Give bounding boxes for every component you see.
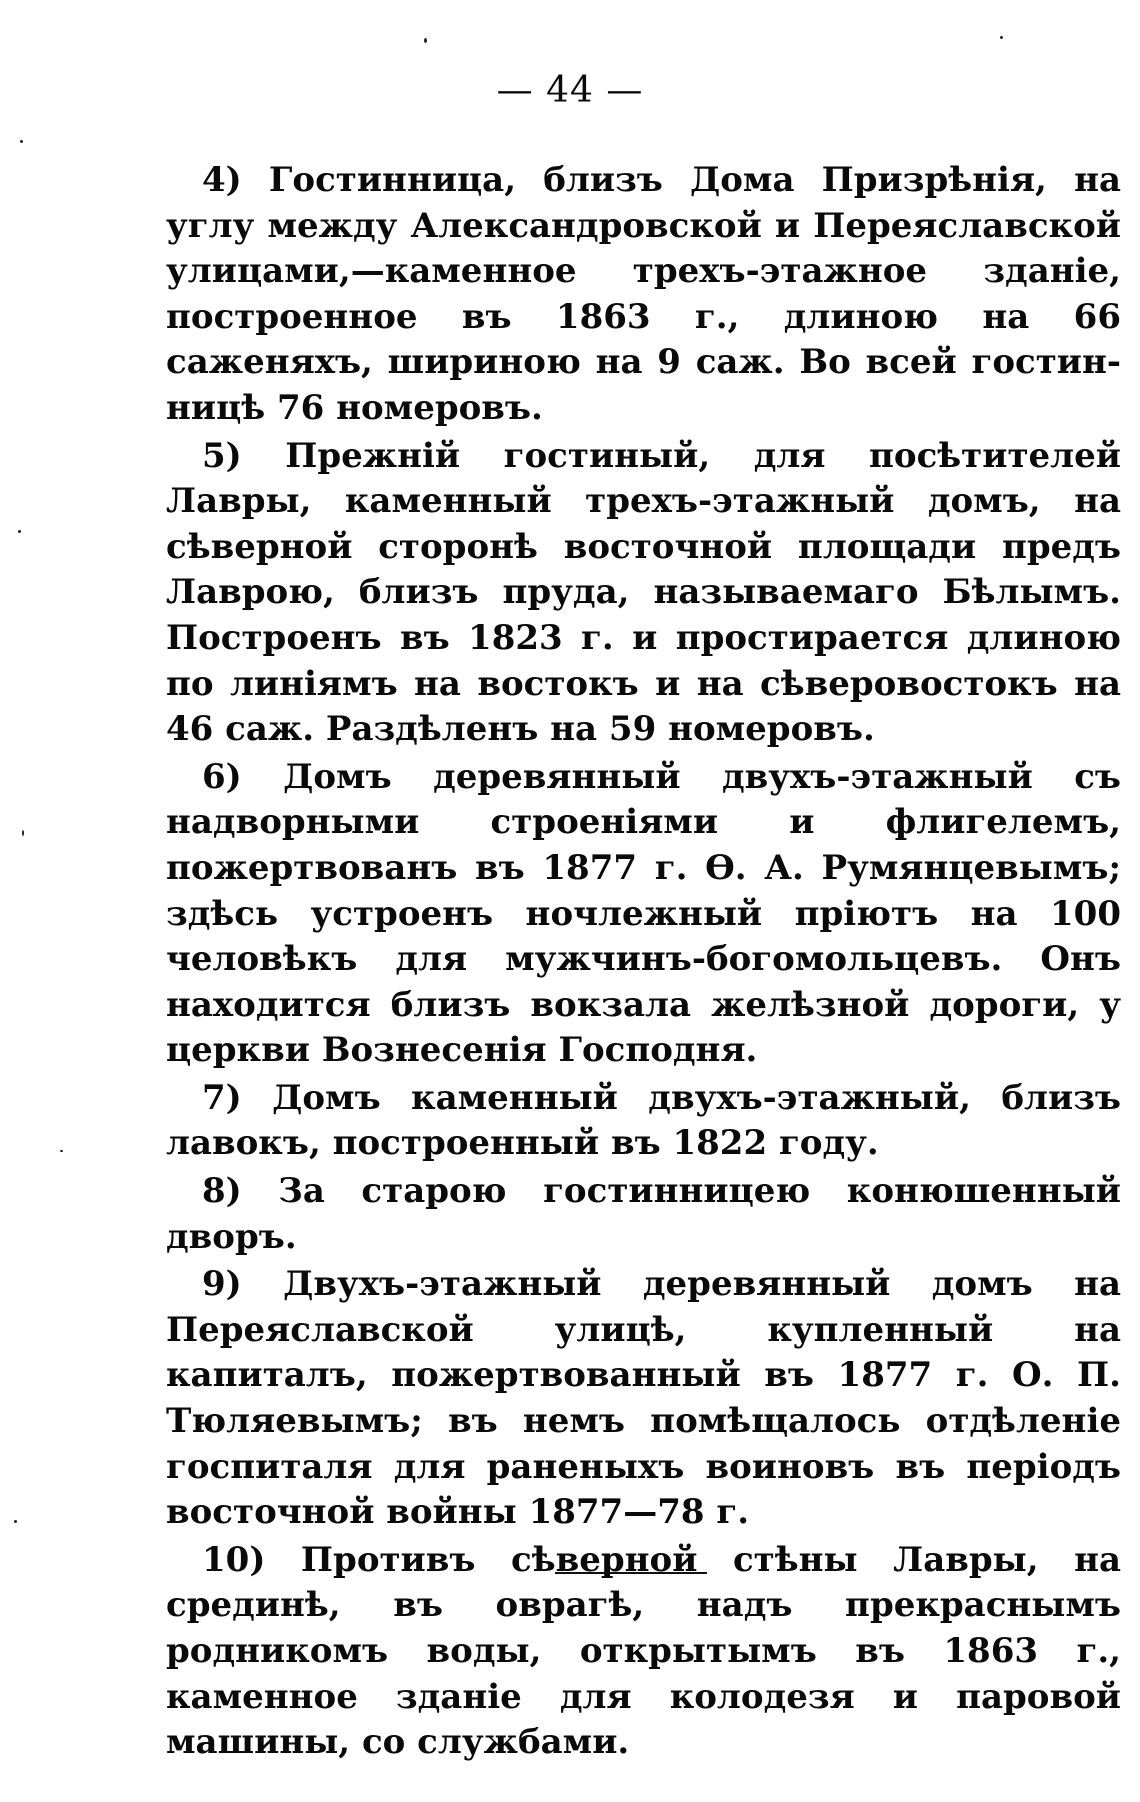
paragraph-item-7: 7) Домъ каменный двухъ-этажный, близъ лавокъ, построенный въ 1822 году. <box>166 1077 1121 1164</box>
paragraph-item-6: 6) Домъ деревянный двухъ-этажный съ надворными строеніями и флигелемъ, пожертвованъ въ 1877 г. Ѳ. А. Румянцевымъ; здѣсь устроенъ ночлежный пріютъ на 100 человѣкъ для мужчинъ-богомольцевъ. Онъ находится близъ вокзала желѣзной дороги, у церкви Вознесенія Господня. <box>166 756 1121 1071</box>
paragraph-item-10: 10) Противъ сѣверной стѣны Лавры, на срединѣ, въ оврагѣ, надъ прекраснымъ родникомъ воды, открытымъ въ 1863 г., каменное зданіе для колодезя и паровой машины, со службами. <box>166 1539 1121 1763</box>
scan-speck <box>424 38 427 43</box>
scan-speck <box>14 1520 17 1523</box>
scan-speck <box>20 140 23 143</box>
paragraph-item-8: 8) За старою гостинницею конюшенный дворъ. <box>166 1171 1121 1257</box>
paragraph-item-4: 4) Гостинница, близъ Дома Призрѣнія, на углу между Александровской и Переяславской улицами,—каменное трехъ-этажное зданіе, построенное въ 1863 г., длиною на 66 саженяхъ, шириною на 9 саж. Во всей гостинницѣ 76 номеровъ. <box>166 160 1121 428</box>
scan-speck <box>22 830 24 836</box>
paragraph-item-9: 9) Двухъ-этажный деревянный домъ на Переяславской улицѣ, купленный на капиталъ, пожертвованный въ 1877 г. О. П. Тюляевымъ; въ немъ помѣщалось отдѣленіе госпиталя для раненыхъ воиновъ въ періодъ восточной войны 1877—78 г. <box>166 1264 1121 1533</box>
paragraph-item-5: 5) Прежній гостиный, для посѣтителей Лавры, каменный трехъ-этажный домъ, на сѣверной сторонѣ восточной площади предъ Лаврою, близъ пруда, называемаго Бѣлымъ. Построенъ въ 1823 г. и простирается длиною по линіямъ на востокъ и на сѣверовостокъ на 46 саж. Раздѣленъ на 59 номеровъ. <box>166 435 1121 750</box>
scan-speck <box>18 530 21 533</box>
body-text <box>166 158 1121 1768</box>
scan-speck <box>60 1150 63 1152</box>
end-divider <box>555 1572 707 1574</box>
scan-speck <box>1000 36 1003 39</box>
page-number: — 44 — <box>496 70 644 111</box>
